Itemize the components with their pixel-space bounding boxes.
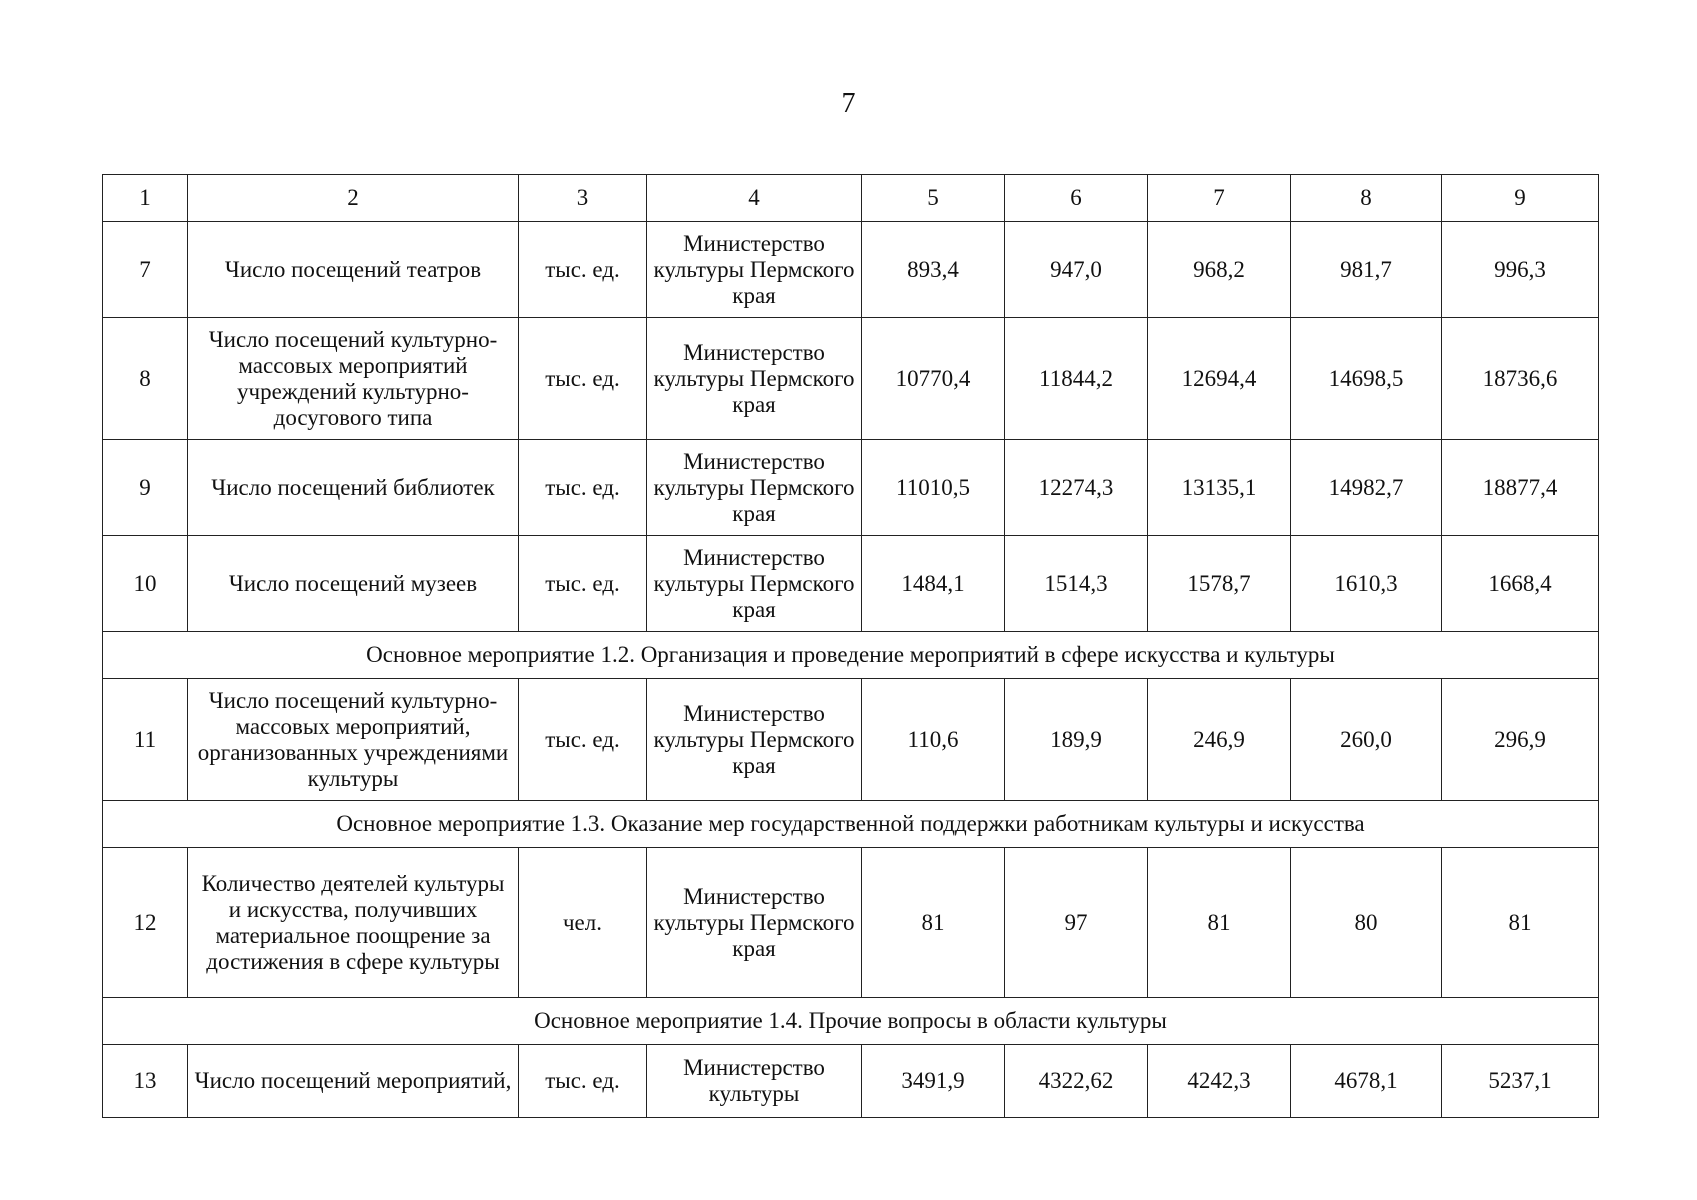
row-number: 10 <box>103 536 188 632</box>
unit: тыс. ед. <box>519 222 647 318</box>
value: 246,9 <box>1148 679 1291 801</box>
value: 5237,1 <box>1442 1045 1599 1118</box>
table-row <box>103 222 1599 318</box>
value: 14698,5 <box>1291 318 1442 440</box>
indicators-table <box>102 174 1599 1118</box>
responsible: Министерство культуры Пермского края <box>647 222 862 318</box>
row-number: 8 <box>103 318 188 440</box>
value: 893,4 <box>862 222 1005 318</box>
section-title: Основное мероприятие 1.2. Организация и проведение мероприятий в сфере искусства и культуры <box>103 632 1599 679</box>
value: 110,6 <box>862 679 1005 801</box>
value: 1484,1 <box>862 536 1005 632</box>
column-header: 7 <box>1148 175 1291 222</box>
row-number: 9 <box>103 440 188 536</box>
unit: тыс. ед. <box>519 536 647 632</box>
indicator-name: Число посещений театров <box>188 222 519 318</box>
value: 12274,3 <box>1005 440 1148 536</box>
row-number: 12 <box>103 848 188 998</box>
value: 260,0 <box>1291 679 1442 801</box>
table-row <box>103 1045 1599 1118</box>
responsible: Министерство культуры Пермского края <box>647 536 862 632</box>
column-header: 3 <box>519 175 647 222</box>
table-row <box>103 440 1599 536</box>
value: 4322,62 <box>1005 1045 1148 1118</box>
value: 189,9 <box>1005 679 1148 801</box>
table-row <box>103 679 1599 801</box>
section-row <box>103 801 1599 848</box>
value: 13135,1 <box>1148 440 1291 536</box>
indicator-name: Число посещений музеев <box>188 536 519 632</box>
value: 968,2 <box>1148 222 1291 318</box>
value: 981,7 <box>1291 222 1442 318</box>
value: 4242,3 <box>1148 1045 1291 1118</box>
value: 81 <box>1148 848 1291 998</box>
section-row <box>103 632 1599 679</box>
value: 11844,2 <box>1005 318 1148 440</box>
value: 4678,1 <box>1291 1045 1442 1118</box>
page-number: 7 <box>841 88 856 119</box>
responsible: Министерство культуры Пермского края <box>647 679 862 801</box>
table-row <box>103 536 1599 632</box>
value: 10770,4 <box>862 318 1005 440</box>
value: 3491,9 <box>862 1045 1005 1118</box>
table-row <box>103 318 1599 440</box>
value: 18736,6 <box>1442 318 1599 440</box>
value: 80 <box>1291 848 1442 998</box>
indicator-name: Число посещений культурно-массовых мероприятий учреждений культурно-досугового типа <box>188 318 519 440</box>
responsible: Министерство культуры Пермского края <box>647 848 862 998</box>
table-row <box>103 848 1599 998</box>
value: 1514,3 <box>1005 536 1148 632</box>
value: 18877,4 <box>1442 440 1599 536</box>
value: 14982,7 <box>1291 440 1442 536</box>
column-header: 5 <box>862 175 1005 222</box>
column-header: 4 <box>647 175 862 222</box>
row-number: 7 <box>103 222 188 318</box>
indicator-name: Число посещений мероприятий, <box>188 1045 519 1118</box>
value: 1668,4 <box>1442 536 1599 632</box>
column-header: 9 <box>1442 175 1599 222</box>
value: 11010,5 <box>862 440 1005 536</box>
unit: тыс. ед. <box>519 318 647 440</box>
unit: тыс. ед. <box>519 1045 647 1118</box>
unit: чел. <box>519 848 647 998</box>
value: 97 <box>1005 848 1148 998</box>
value: 81 <box>1442 848 1599 998</box>
section-title: Основное мероприятие 1.4. Прочие вопросы в области культуры <box>103 998 1599 1045</box>
section-row <box>103 998 1599 1045</box>
value: 947,0 <box>1005 222 1148 318</box>
value: 1610,3 <box>1291 536 1442 632</box>
value: 81 <box>862 848 1005 998</box>
column-header: 6 <box>1005 175 1148 222</box>
column-header: 2 <box>188 175 519 222</box>
value: 296,9 <box>1442 679 1599 801</box>
responsible: Министерство культуры Пермского края <box>647 318 862 440</box>
unit: тыс. ед. <box>519 679 647 801</box>
value: 12694,4 <box>1148 318 1291 440</box>
row-number: 13 <box>103 1045 188 1118</box>
value: 996,3 <box>1442 222 1599 318</box>
indicator-name: Количество деятелей культуры и искусства, получивших материальное поощрение за достижения в сфере культуры <box>188 848 519 998</box>
row-number: 11 <box>103 679 188 801</box>
indicator-name: Число посещений культурно-массовых мероприятий, организованных учреждениями культуры <box>188 679 519 801</box>
unit: тыс. ед. <box>519 440 647 536</box>
responsible: Министерство культуры <box>647 1045 862 1118</box>
value: 1578,7 <box>1148 536 1291 632</box>
indicator-name: Число посещений библиотек <box>188 440 519 536</box>
column-header: 1 <box>103 175 188 222</box>
responsible: Министерство культуры Пермского края <box>647 440 862 536</box>
section-title: Основное мероприятие 1.3. Оказание мер государственной поддержки работникам культуры и искусства <box>103 801 1599 848</box>
header-row <box>103 175 1599 222</box>
column-header: 8 <box>1291 175 1442 222</box>
